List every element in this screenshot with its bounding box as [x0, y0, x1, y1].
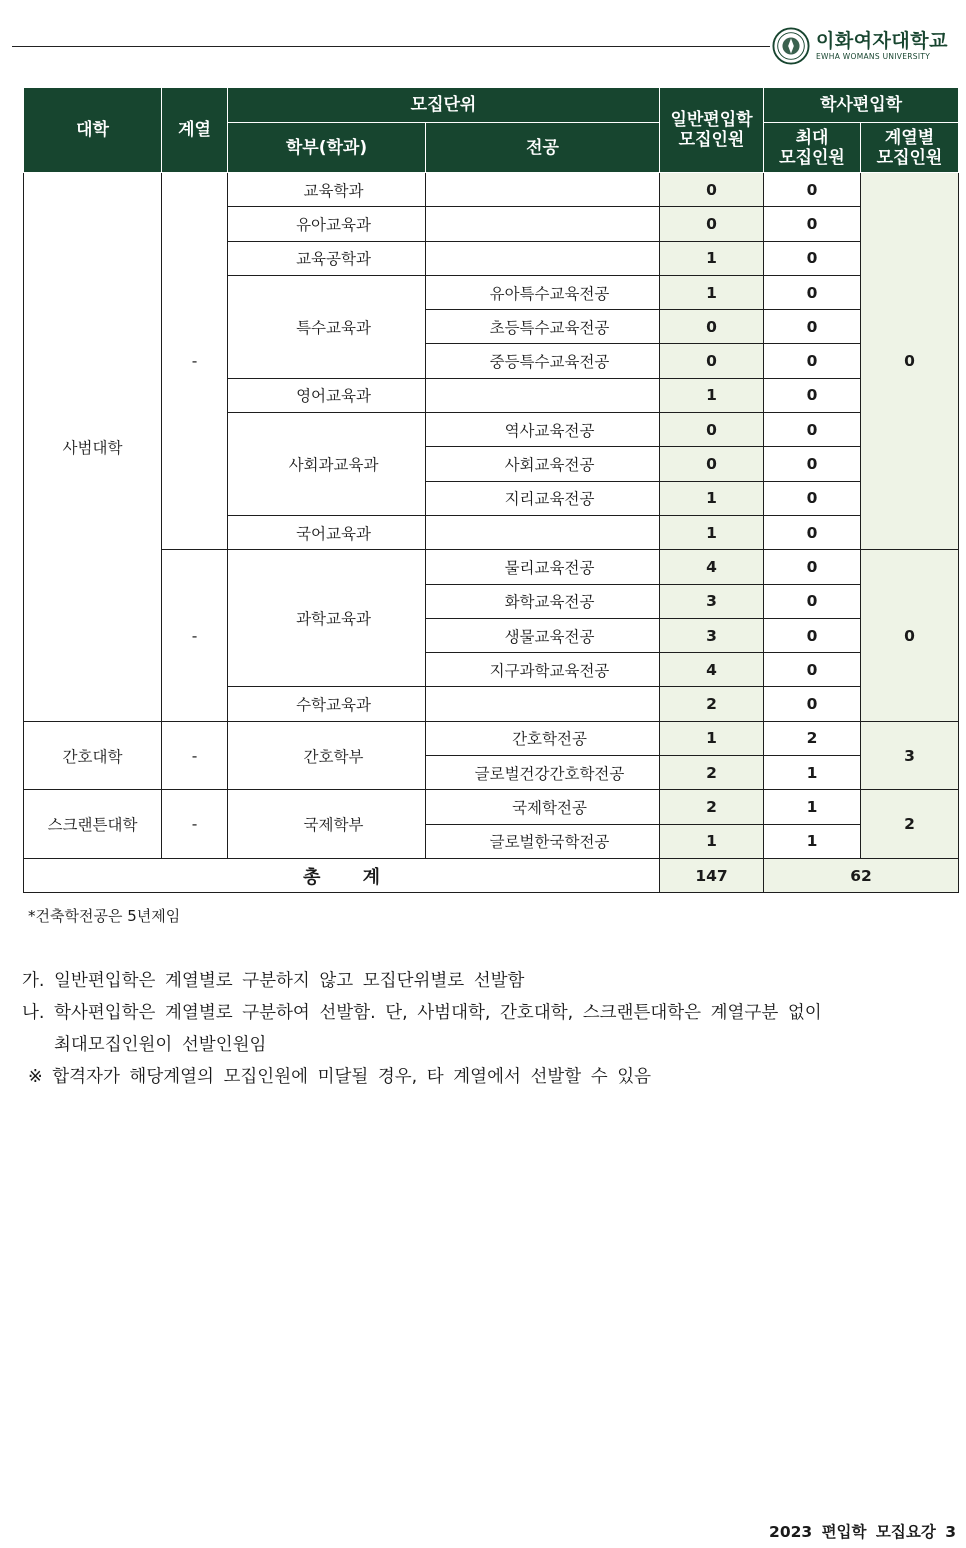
total-bachelor: 62: [764, 858, 959, 892]
general-quota-cell: 1: [660, 241, 764, 275]
footer-year: 2023: [769, 1523, 813, 1541]
general-quota-cell: 0: [660, 447, 764, 481]
series-quota-cell: 0: [861, 173, 959, 550]
dept-cell: 국제학부: [228, 790, 426, 859]
series-cell: -: [162, 550, 228, 721]
series-quota-cell: 2: [861, 790, 959, 859]
max-quota-cell: 2: [764, 721, 861, 755]
page-number: 3: [945, 1523, 956, 1541]
series-quota-cell: 0: [861, 550, 959, 721]
max-quota-cell: 0: [764, 584, 861, 618]
general-quota-cell: 3: [660, 618, 764, 652]
dept-cell: 과학교육과: [228, 550, 426, 687]
major-cell: 글로벌한국학전공: [426, 824, 660, 858]
major-cell: 지리교육전공: [426, 481, 660, 515]
max-quota-cell: 1: [764, 824, 861, 858]
max-quota-cell: 0: [764, 481, 861, 515]
series-quota-cell: 3: [861, 721, 959, 790]
general-quota-cell: 4: [660, 653, 764, 687]
max-quota-cell: 0: [764, 653, 861, 687]
recruitment-table: [23, 87, 959, 893]
general-quota-cell: 1: [660, 721, 764, 755]
header-dept: 학부(학과): [228, 123, 426, 173]
note-item: 최대모집인원이 선발인원임: [54, 1035, 267, 1055]
major-cell: [426, 515, 660, 549]
header-bachelor: 학사편입학: [764, 88, 959, 123]
major-cell: 화학교육전공: [426, 584, 660, 618]
general-quota-cell: 1: [660, 824, 764, 858]
max-quota-cell: 0: [764, 550, 861, 584]
general-quota-cell: 2: [660, 756, 764, 790]
note-item: 나. 학사편입학은 계열별로 구분하여 선발함. 단, 사범대학, 간호대학, 스크랜튼대학은 계열구분 없이: [22, 1003, 822, 1023]
major-cell: 지구과학교육전공: [426, 653, 660, 687]
header-general: 일반편입학 모집인원: [660, 88, 764, 173]
dept-cell: 간호학부: [228, 721, 426, 790]
max-quota-cell: 1: [764, 790, 861, 824]
max-quota-cell: 0: [764, 241, 861, 275]
major-cell: 물리교육전공: [426, 550, 660, 584]
series-cell: -: [162, 790, 228, 859]
major-cell: [426, 378, 660, 412]
general-quota-cell: 0: [660, 344, 764, 378]
header-unit: 모집단위: [228, 88, 660, 123]
general-quota-cell: 2: [660, 687, 764, 721]
general-quota-cell: 0: [660, 173, 764, 207]
notes: [22, 965, 822, 1093]
major-cell: 역사교육전공: [426, 413, 660, 447]
general-quota-cell: 2: [660, 790, 764, 824]
dept-cell: 유아교육과: [228, 207, 426, 241]
general-quota-cell: 3: [660, 584, 764, 618]
general-quota-cell: 1: [660, 275, 764, 309]
dept-cell: 교육학과: [228, 173, 426, 207]
footer-title: 편입학 모집요강: [821, 1523, 936, 1541]
footnote: *건축학전공은 5년제임: [28, 907, 181, 925]
total-general: 147: [660, 858, 764, 892]
college-cell: 사범대학: [24, 173, 162, 722]
dept-cell: 사회과교육과: [228, 413, 426, 516]
max-quota-cell: 0: [764, 687, 861, 721]
header-college: 대학: [24, 88, 162, 173]
max-quota-cell: 0: [764, 344, 861, 378]
max-quota-cell: 0: [764, 413, 861, 447]
major-cell: 글로벌건강간호학전공: [426, 756, 660, 790]
general-quota-cell: 0: [660, 207, 764, 241]
dept-cell: 수학교육과: [228, 687, 426, 721]
total-label: 총 계: [24, 858, 660, 892]
max-quota-cell: 0: [764, 275, 861, 309]
college-cell: 스크랜튼대학: [24, 790, 162, 859]
major-cell: 중등특수교육전공: [426, 344, 660, 378]
series-cell: -: [162, 721, 228, 790]
major-cell: [426, 173, 660, 207]
table-row: [24, 721, 959, 755]
max-quota-cell: 0: [764, 207, 861, 241]
header-series-quota: 계열별 모집인원: [861, 123, 959, 173]
note-item: ※ 합격자가 해당계열의 모집인원에 미달될 경우, 타 계열에서 선발할 수 있음: [28, 1067, 652, 1087]
major-cell: [426, 207, 660, 241]
note-item: 가. 일반편입학은 계열별로 구분하지 않고 모집단위별로 선발함: [22, 971, 525, 991]
general-quota-cell: 1: [660, 515, 764, 549]
dept-cell: 교육공학과: [228, 241, 426, 275]
general-quota-cell: 0: [660, 413, 764, 447]
general-quota-cell: 0: [660, 310, 764, 344]
header-max: 최대 모집인원: [764, 123, 861, 173]
table-row: [24, 173, 959, 207]
max-quota-cell: 0: [764, 310, 861, 344]
header-rule: [12, 46, 770, 47]
header-series: 계열: [162, 88, 228, 173]
major-cell: [426, 687, 660, 721]
university-seal-icon: [772, 27, 810, 65]
general-quota-cell: 4: [660, 550, 764, 584]
university-logo: [772, 26, 948, 66]
max-quota-cell: 0: [764, 515, 861, 549]
total-row: [24, 858, 959, 892]
general-quota-cell: 1: [660, 481, 764, 515]
page-footer: [769, 1520, 956, 1542]
header-major: 전공: [426, 123, 660, 173]
major-cell: 유아특수교육전공: [426, 275, 660, 309]
dept-cell: 영어교육과: [228, 378, 426, 412]
logo-korean-name: 이화여자대학교: [816, 30, 948, 52]
table-row: [24, 790, 959, 824]
college-cell: 간호대학: [24, 721, 162, 790]
major-cell: 사회교육전공: [426, 447, 660, 481]
general-quota-cell: 1: [660, 378, 764, 412]
major-cell: 생물교육전공: [426, 618, 660, 652]
logo-english-name: EWHA WOMANS UNIVERSITY: [816, 52, 931, 61]
max-quota-cell: 1: [764, 756, 861, 790]
dept-cell: 국어교육과: [228, 515, 426, 549]
dept-cell: 특수교육과: [228, 275, 426, 378]
max-quota-cell: 0: [764, 618, 861, 652]
major-cell: 국제학전공: [426, 790, 660, 824]
max-quota-cell: 0: [764, 378, 861, 412]
max-quota-cell: 0: [764, 447, 861, 481]
series-cell: -: [162, 173, 228, 550]
max-quota-cell: 0: [764, 173, 861, 207]
major-cell: 간호학전공: [426, 721, 660, 755]
major-cell: [426, 241, 660, 275]
table-row: [24, 550, 959, 584]
major-cell: 초등특수교육전공: [426, 310, 660, 344]
